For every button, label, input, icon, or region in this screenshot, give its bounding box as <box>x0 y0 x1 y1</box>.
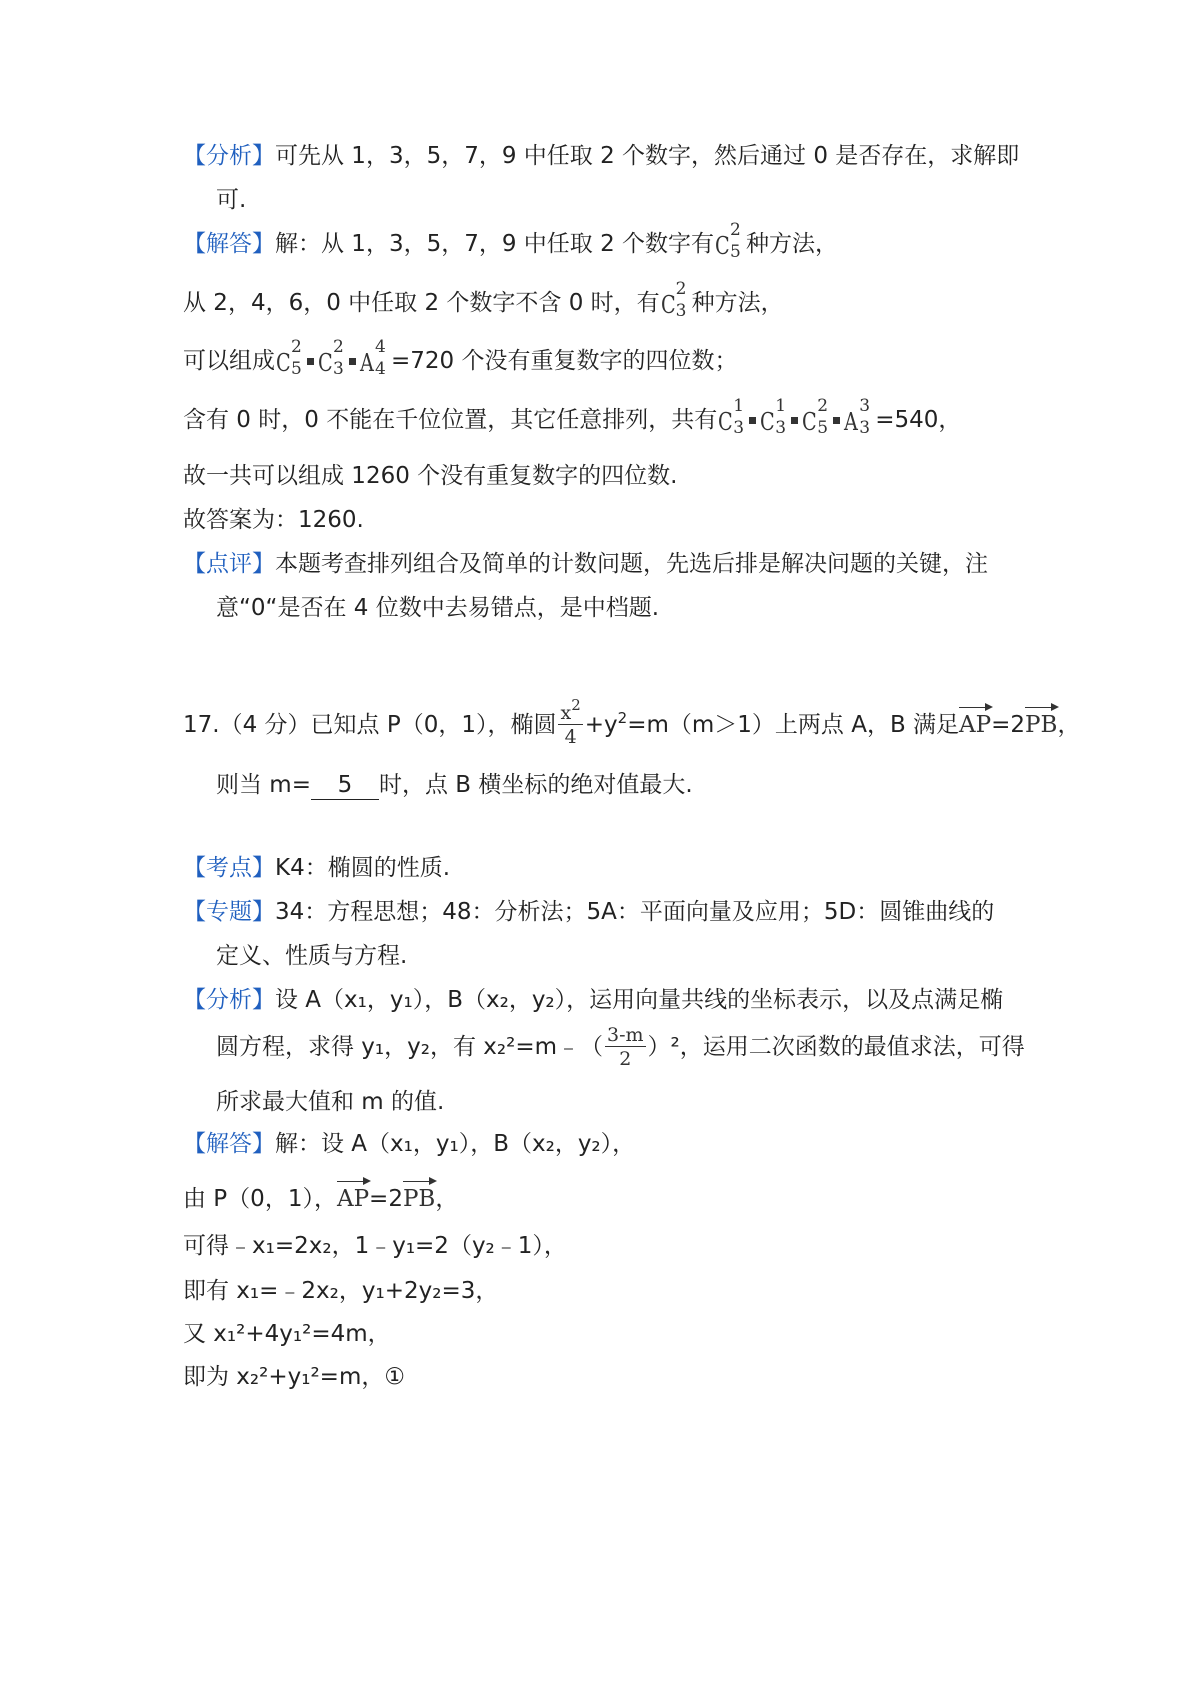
vector-pb: PB <box>403 1180 435 1210</box>
solution-line-2: 从 2，4，6，0 中任取 2 个数字不含 0 时，有 C 2 3 种方法， <box>183 278 784 321</box>
combination-c-3-2: C 2 3 <box>318 336 344 379</box>
arrangement-a-4-4: A 4 4 <box>360 336 386 379</box>
analysis-line-2: 可. <box>216 187 247 213</box>
kaodian-tag: 【考点】 <box>183 855 275 881</box>
multiply-dot <box>349 358 356 365</box>
zhuanti-tag: 【专题】 <box>183 899 275 925</box>
analysis-line-1 <box>183 141 1019 171</box>
analysis-tag: 【分析】 <box>183 143 275 169</box>
solution-line-6: 故答案为：1260. <box>183 507 364 533</box>
analysis-17-line-1: 【分析】设 A（x₁，y₁），B（x₂，y₂），运用向量共线的坐标表示，以及点满足椭 <box>183 987 1004 1013</box>
multiply-dot <box>791 417 798 424</box>
solution-17-line-5: 又 x₁²+4y₁²=4m， <box>183 1321 391 1347</box>
solution-tag: 【解答】 <box>183 1131 275 1157</box>
comment-line-1: 【点评】本题考查排列组合及简单的计数问题，先选后排是解决问题的关键，注 <box>183 551 988 577</box>
analysis-17-line-3: 所求最大值和 m 的值. <box>216 1089 445 1115</box>
solution-17-line-6: 即为 x₂²+y₁²=m，① <box>183 1364 405 1390</box>
solution-17-line-4: 即有 x₁=﹣2x₂，y₁+2y₂=3， <box>183 1278 499 1304</box>
solution-line-1: 【解答】解：从 1，3，5，7，9 中任取 2 个数字有 C 2 5 种方法， <box>183 219 839 262</box>
combination-c-5-2: C 2 5 <box>715 219 741 262</box>
multiply-dot <box>307 358 314 365</box>
solution-line-3: 可以组成 C 2 5 C 2 3 A 4 4 =720 个没有重复数字的四位数； <box>183 336 738 379</box>
solution-line-4: 含有 0 时，0 不能在千位位置，其它任意排列，共有 C 1 3 C 1 3 C 2 5 A 3 3 =540， <box>183 395 962 438</box>
combination-c-3-1: C 1 3 <box>760 395 787 438</box>
multiply-dot <box>833 417 840 424</box>
combination-c-5-2: C 2 5 <box>802 395 829 438</box>
solution-17-line-1: 【解答】解：设 A（x₁，y₁），B（x₂，y₂）， <box>183 1131 636 1157</box>
fraction-3-minus-m-over-2: $\frac{3-m}{2}$ <box>607 1024 644 1070</box>
combination-c-3-1: C 1 3 <box>718 395 745 438</box>
zhuanti-line-1: 【专题】34：方程思想；48：分析法；5A：平面向量及应用；5D：圆锥曲线的 <box>183 899 995 925</box>
multiply-dot <box>749 417 756 424</box>
solution-line-5: 故一共可以组成 1260 个没有重复数字的四位数. <box>183 463 678 489</box>
question-17-line-2: 则当 m= 5 时，点 B 横坐标的绝对值最大. <box>216 772 693 798</box>
solution-17-line-2: 由 P（0，1）， AP=2 PB， <box>183 1180 458 1214</box>
combination-c-3-2: C 2 3 <box>660 278 687 321</box>
analysis-17-line-2: 圆方程，求得 y₁，y₂，有 x₂²=m﹣（ $\frac{3-m}{2}$ ）²，运用二次函数的最值求法，可得 <box>216 1024 1025 1070</box>
vector-ap: AP <box>959 706 991 736</box>
combination-c-5-2: C 2 5 <box>276 336 302 379</box>
analysis-text: 可先从 1，3，5，7，9 中任取 2 个数字，然后通过 0 是否存在，求解即 <box>275 143 1020 169</box>
fraction-x2-over-4: $\frac{x^2}{4}$ <box>560 696 581 748</box>
zhuanti-line-2: 定义、性质与方程. <box>216 943 408 969</box>
solution-17-line-3: 可得﹣x₁=2x₂，1﹣y₁=2（y₂﹣1）， <box>183 1233 567 1259</box>
comment-line-2: 意“0“是否在 4 位数中去易错点，是中档题. <box>216 595 660 621</box>
kaodian-line: 【考点】K4：椭圆的性质. <box>183 855 451 881</box>
answer-blank: 5 <box>311 771 379 800</box>
vector-ap: AP <box>337 1180 369 1210</box>
arrangement-a-3-3: A 3 3 <box>844 395 871 438</box>
comment-tag: 【点评】 <box>183 551 275 577</box>
vector-pb: PB <box>1025 706 1057 736</box>
question-17-line-1: 17.（4 分）已知点 P（0，1），椭圆 $\frac{x^2}{4}$ $+y^2=m(m>1)$上两点 A，B 满足 AP=2 PB， <box>183 696 1081 748</box>
analysis-tag: 【分析】 <box>183 987 275 1013</box>
solution-tag: 【解答】 <box>183 231 275 257</box>
